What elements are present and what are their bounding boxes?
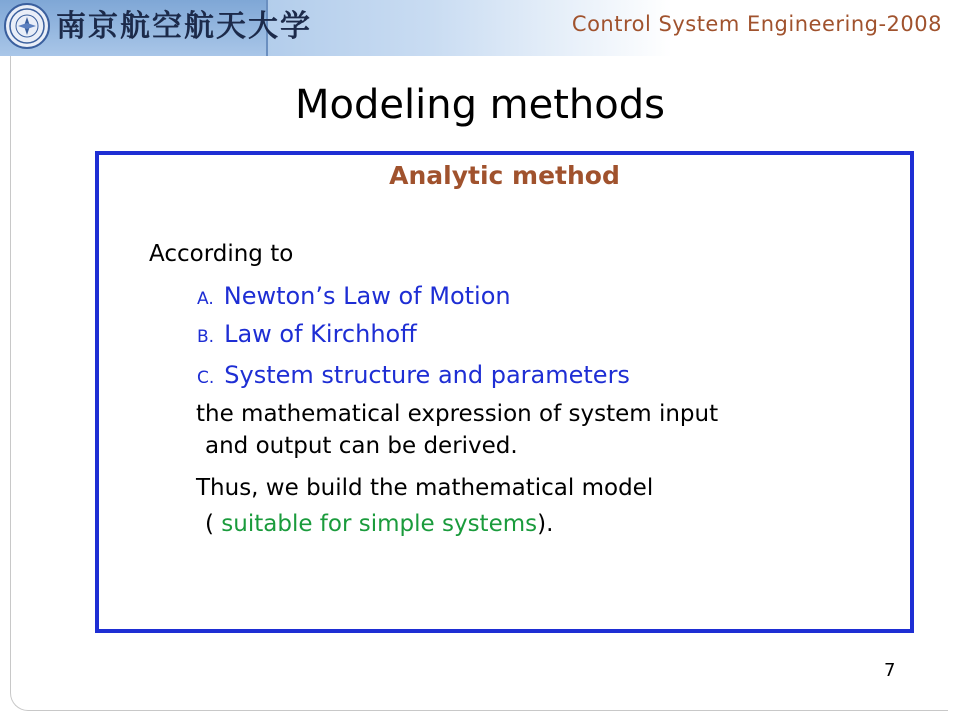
list-text: Newton’s Law of Motion [223,282,511,310]
list-letter: A. [197,289,214,309]
page-number: 7 [884,660,896,681]
header-bar [0,0,960,56]
paragraph-1-line-2: and output can be derived. [205,433,518,459]
university-name: 南京航空航天大学 [56,9,312,44]
list-item-c [197,361,630,389]
paragraph-1-line-1: the mathematical expression of system input [196,401,719,427]
list-item-b [197,320,417,348]
paren-open: ( [205,511,222,537]
highlight-text: suitable for simple systems [221,511,538,537]
university-logo-block [0,0,312,56]
list-item-a [197,282,511,310]
list-letter: B. [197,327,215,347]
paren-close: ). [537,511,554,537]
list-text: System structure and parameters [224,361,630,389]
paragraph-2-line-2 [205,511,553,537]
paragraph-2-line-1: Thus, we build the mathematical model [196,475,654,501]
content-box [95,151,914,633]
list-text: Law of Kirchhoff [224,320,417,348]
course-title: Control System Engineering-2008 [571,12,942,36]
university-seal-icon [4,3,50,49]
slide-title: Modeling methods [295,82,665,128]
intro-text: According to [149,241,294,267]
list-letter: C. [197,368,215,388]
section-subtitle: Analytic method [389,161,620,190]
